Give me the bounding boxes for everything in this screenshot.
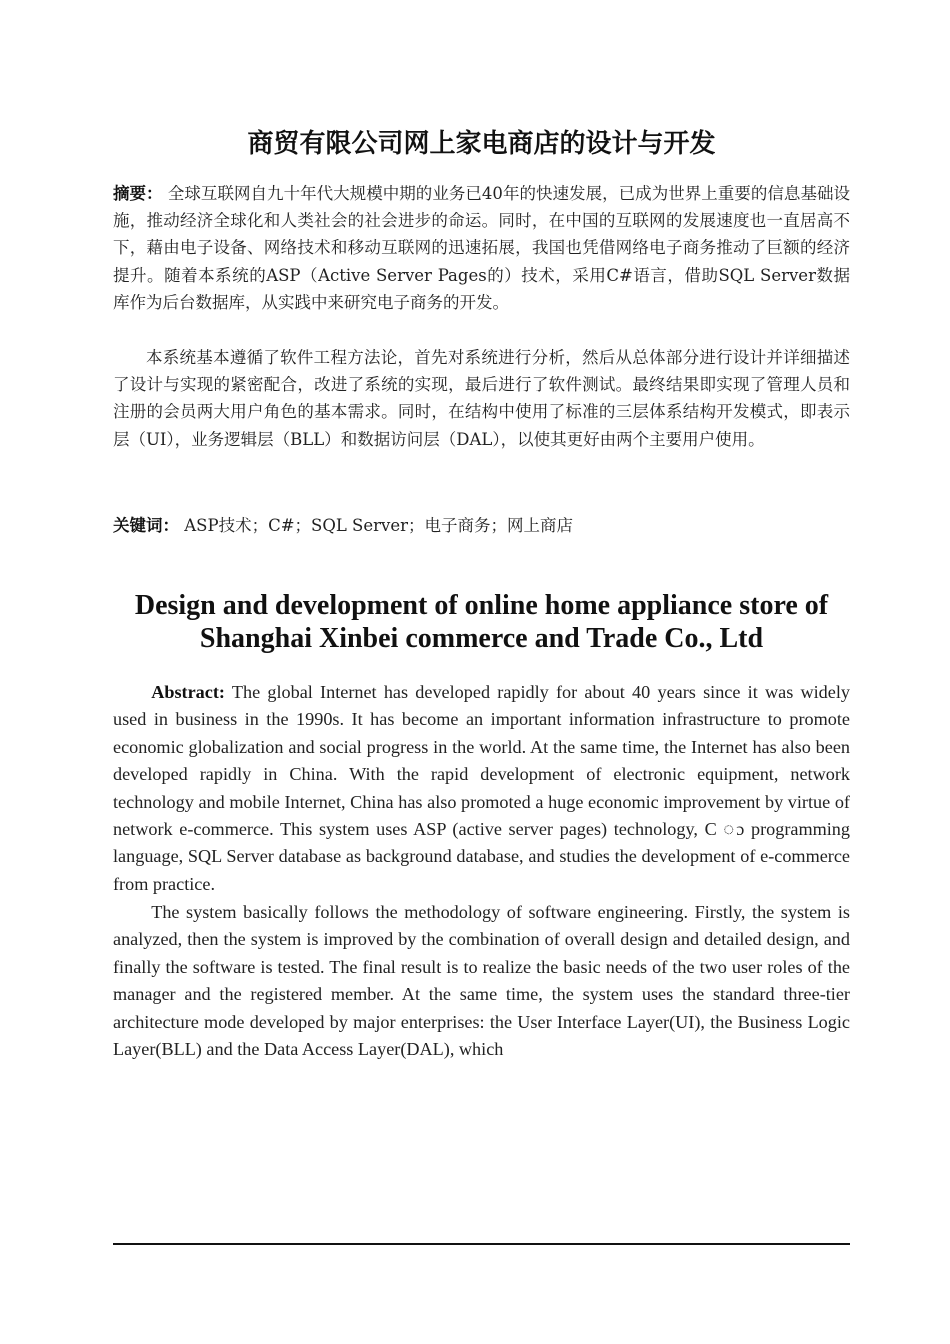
chinese-keywords-label: 关键词： — [113, 516, 179, 535]
chinese-keywords-text: ASP技术；C#；SQL Server；电子商务；网上商店 — [184, 516, 573, 535]
chinese-title: 商贸有限公司网上家电商店的设计与开发 — [247, 129, 716, 159]
english-abstract — [113, 679, 850, 898]
chinese-abstract-paragraph-2: 本系统基本遵循了软件工程方法论，首先对系统进行分析，然后从总体部分进行设计并详细描述了设计与实现的紧密配合，改进了系统的实现，最后进行了软件测试。最终结果即实现了管理人员和注册的会员两大用户角色的基本需求。同时，在结构中使用了标准的三层体系结构开发模式，即表示层（UI），业务逻辑层（BLL）和数据访问层（DAL），以使其更好由两个主要用户使用。 — [113, 348, 850, 449]
english-abstract-text: The global Internet has developed rapidly for about 40 years since it was widely used in business in the 1990s. It has become an important information infrastructure to promote economic globalization and social progress in the world. At the same time, the Internet has also been developed rapidly in China. With the rapid development of electronic equipment, network technology and mobile Internet, China has also promoted a huge economic improvement by virtue of network e-commerce. This system uses ASP (active server pages) technology, C ◌ɔ programming language, SQL Server database as background database, and studies the development of e-commerce from practice. — [113, 682, 850, 894]
footer-divider — [113, 1243, 850, 1245]
english-title-line-2: Shanghai Xinbei commerce and Trade Co., Ltd — [199, 623, 764, 654]
chinese-abstract-text: 全球互联网自九十年代大规模中期的业务已40年的快速发展，已成为世界上重要的信息基础设施，推动经济全球化和人类社会的社会进步的命运。同时，在中国的互联网的发展速度也一直居高不下，藉由电子设备、网络技术和移动互联网的迅速拓展，我国也凭借网络电子商务推动了巨额的经济提升。随着本系统的ASP（Active Server Pages的）技术，采用C#语言，借助SQL Server数据库作为后台数据库，从实践中来研究电子商务的开发。 — [113, 184, 851, 312]
chinese-keywords — [113, 512, 850, 539]
chinese-abstract — [113, 180, 850, 316]
english-title-line-1: Design and development of online home appliance store of — [134, 590, 829, 621]
english-abstract-label: Abstract: — [151, 682, 225, 702]
english-abstract-paragraph-2: The system basically follows the methodology of software engineering. Firstly, the system is analyzed, then the system is improved by the combination of overall design and detailed design, and finally the software is tested. The final result is to realize the basic needs of the two user roles of the manager and the registered member. At the same time, the system uses the standard three-tier architecture mode developed by major enterprises: the User Interface Layer(UI), the Business Logic Layer(BLL) and the Data Access Layer(DAL), which — [113, 902, 850, 1060]
english-title — [113, 589, 850, 655]
chinese-abstract-label: 摘要： — [113, 184, 163, 203]
